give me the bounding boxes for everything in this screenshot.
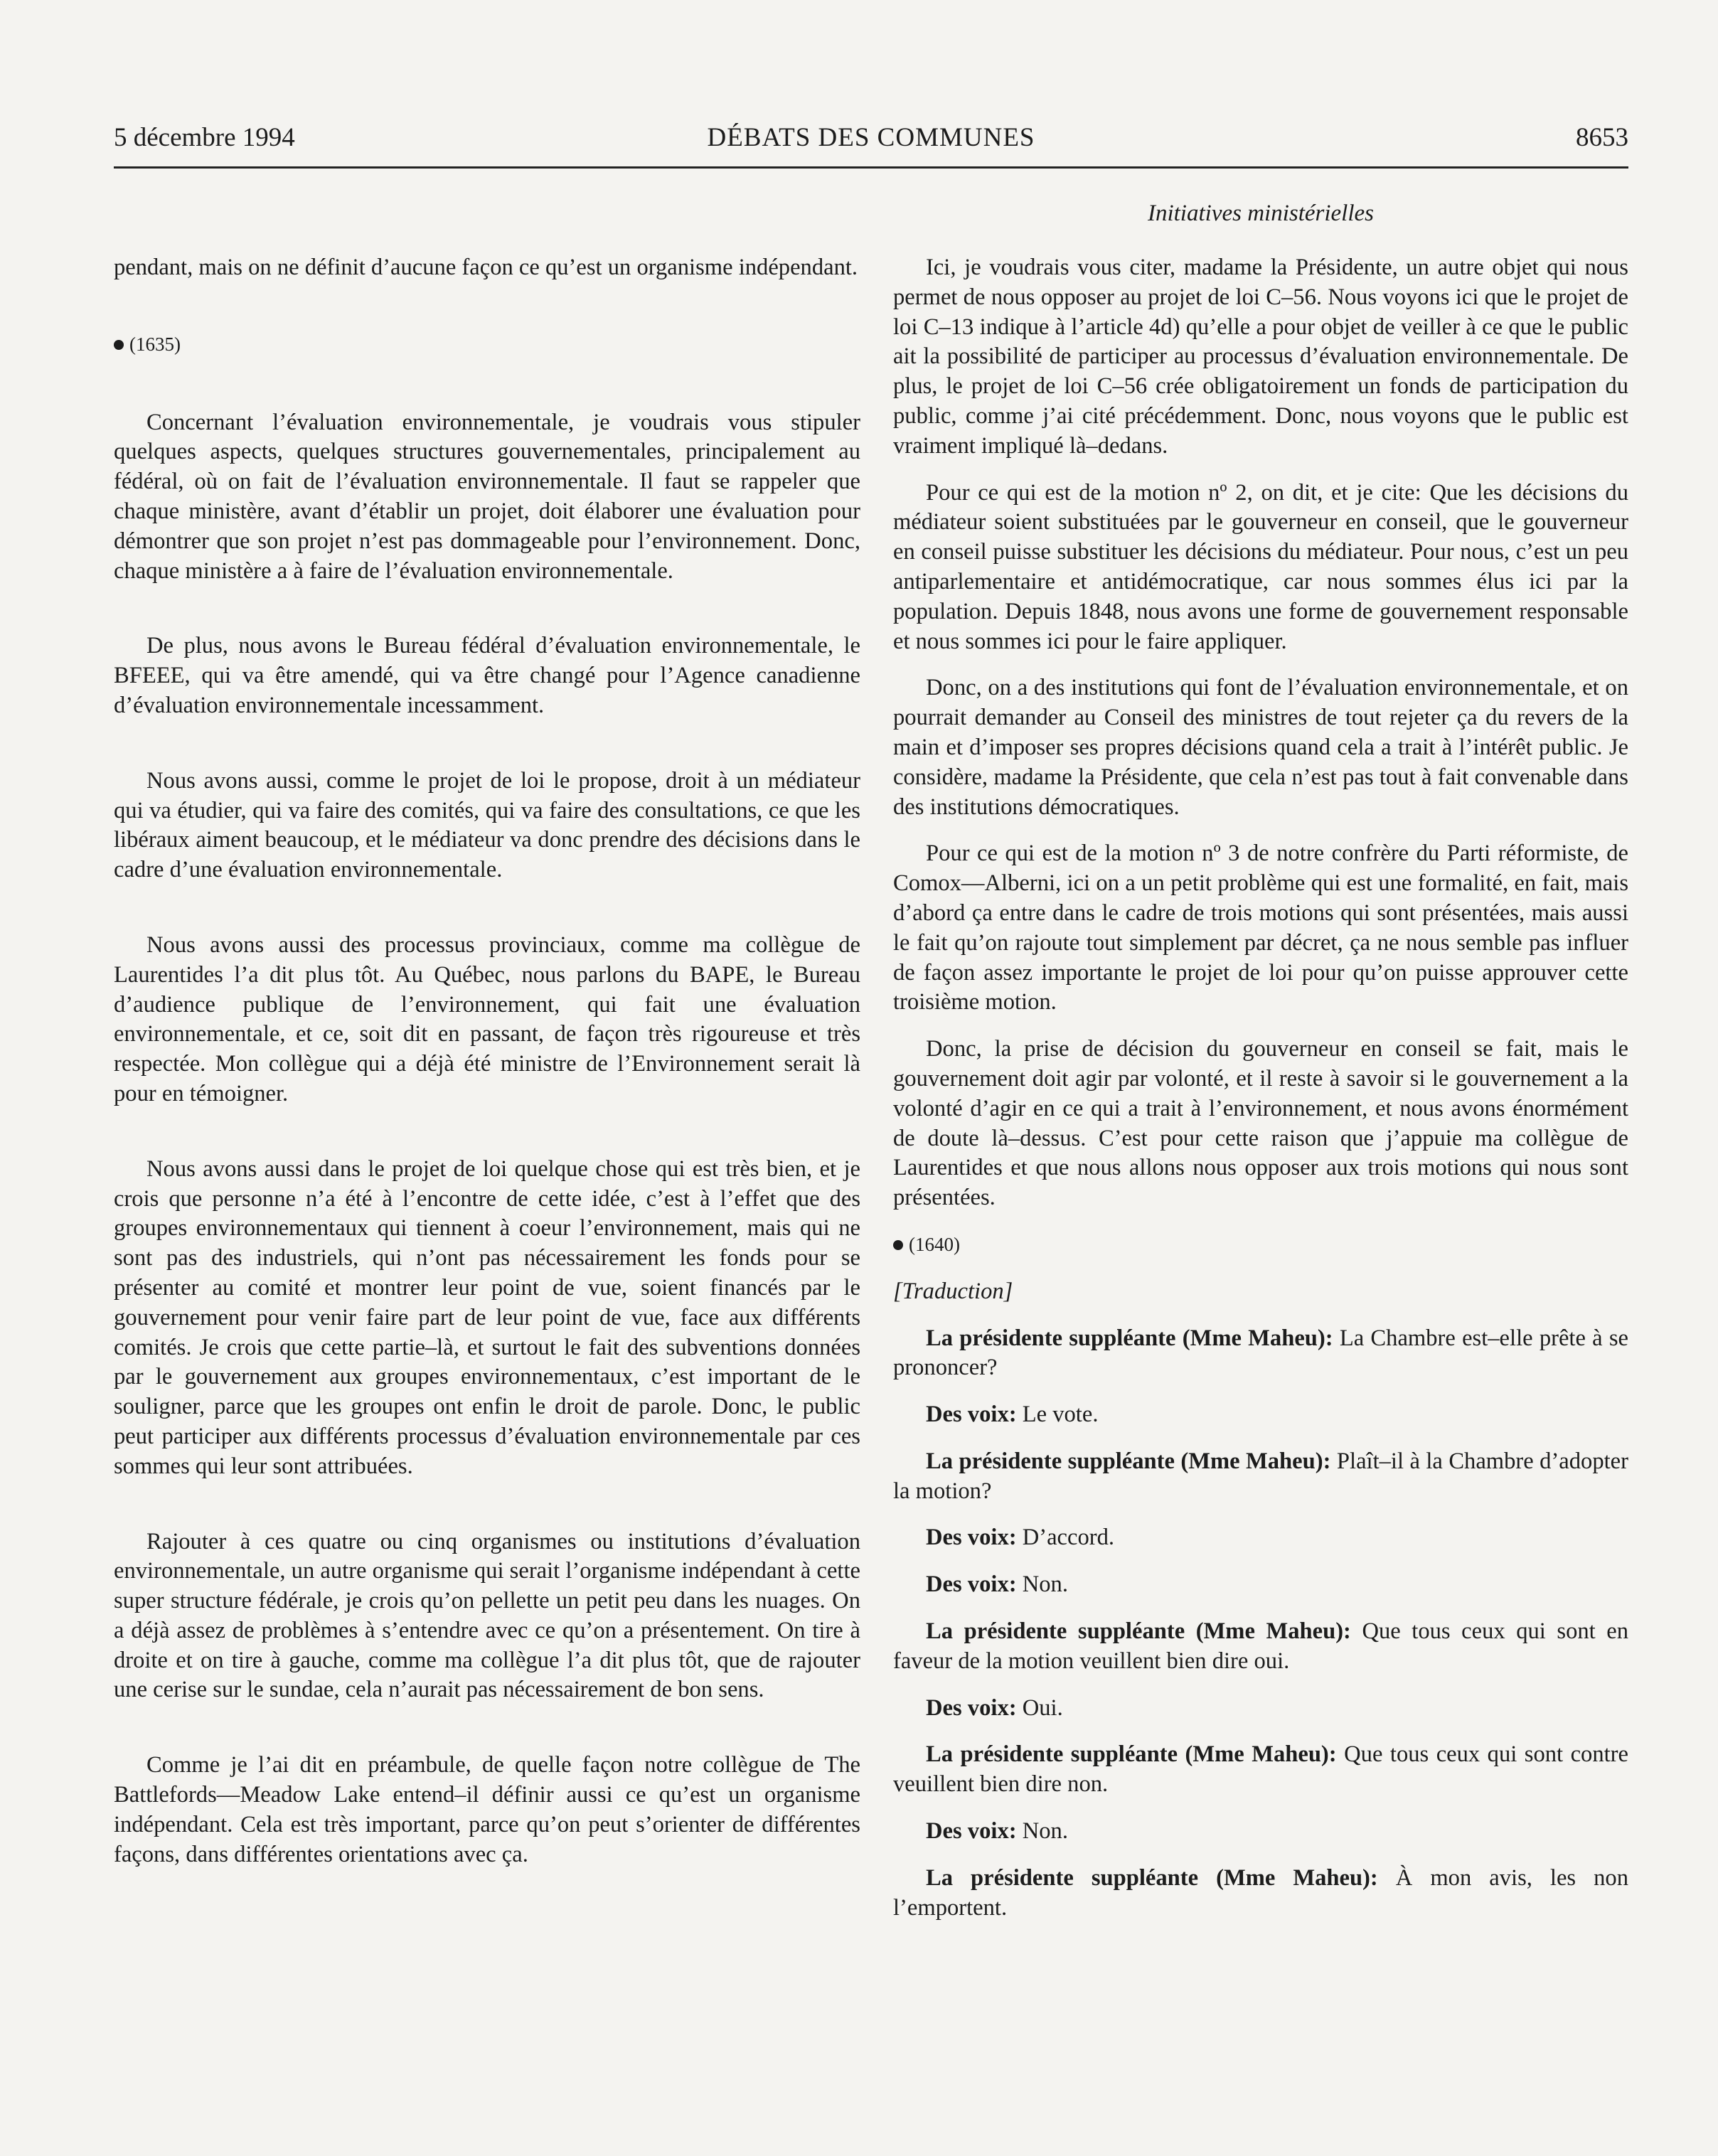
speech-text: Oui. [1016, 1695, 1063, 1721]
timestamp-text: (1635) [129, 333, 181, 355]
bullet-icon [893, 1240, 903, 1250]
paragraph: De plus, nous avons le Bureau fédéral d’évaluation environnementale, le BFEEE, qui va être amendé, qui va être changé pour l’Agence canadienne d’évaluation environnementale incessamment. [114, 633, 860, 718]
speaker-name: Des voix: [926, 1525, 1017, 1551]
exchange-item [893, 1617, 1628, 1677]
right-column [893, 253, 1628, 1923]
exchange-item [893, 1694, 1628, 1724]
paragraph: pendant, mais on ne définit d’aucune façon ce qu’est un organisme indépendant. [114, 255, 858, 280]
speech-text: La Chambre est–elle prête à se prononcer? [893, 1325, 1628, 1381]
header-rule [114, 166, 1628, 169]
paragraph: Donc, la prise de décision du gouverneur en conseil se fait, mais le gouvernement doit agir par volonté, et il reste à savoir si le gouvernement a la volonté d’agir en ce qui a trait à l’environnement, et nous avons énormément de doute là–dessus. C’est pour cette raison que j’appuie ma collègue de Laurentides et que nous allons nous opposer aux trois motions qui nous sont présentées. [893, 1036, 1628, 1211]
header-date: 5 décembre 1994 [114, 123, 295, 152]
paragraph: Rajouter à ces quatre ou cinq organismes ou institutions d’évaluation environnementale, un autre organisme qui serait l’organisme indépendant à cette super structure fédérale, je crois qu’on pellette un petit peu dans les nuages. On a déjà assez de problèmes à s’entendre avec ce qu’on a présentement. On tire à droite et on tire à gauche, comme ma collègue l’a dit plus tôt, que de rajouter une cerise sur le sundae, cela n’aurait pas nécessairement de bon sens. [114, 1528, 860, 1703]
speech-text: Que tous ceux qui sont en faveur de la motion veuillent bien dire oui. [893, 1618, 1628, 1674]
speaker-name: Des voix: [926, 1818, 1017, 1845]
exchange-item [893, 1570, 1628, 1600]
running-head: Initiatives ministérielles [1147, 201, 1375, 226]
exchange-item [893, 1523, 1628, 1553]
speech-text: Non. [1016, 1818, 1068, 1845]
header-title: DÉBATS DES COMMUNES [707, 123, 1035, 152]
speaker-name: La présidente suppléante (Mme Maheu): [926, 1864, 1378, 1891]
exchange-item [893, 1817, 1628, 1847]
paragraph: Comme je l’ai dit en préambule, de quelle façon notre collègue de The Battlefords—Meadow Lake entend–il définir aussi ce qu’est un organisme indépendant. Cela est très important, parce qu’on peut s’orienter de différentes façons, dans différentes orientations avec ça. [114, 1752, 860, 1867]
bullet-icon [114, 340, 124, 350]
exchange-item [893, 1447, 1628, 1507]
exchange-item [893, 1740, 1628, 1800]
exchange-list [893, 1324, 1628, 1923]
speaker-name: Des voix: [926, 1571, 1017, 1598]
page-header [114, 122, 1628, 165]
speech-text: À mon avis, les non l’emportent. [893, 1864, 1628, 1921]
speaker-name: La présidente suppléante (Mme Maheu): [926, 1618, 1351, 1645]
speaker-name: La présidente suppléante (Mme Maheu): [926, 1448, 1331, 1474]
paragraph: Ici, je voudrais vous citer, madame la Présidente, un autre objet qui nous permet de nous opposer au projet de loi C–56. Nous voyons ici que le projet de loi C–13 indique à l’article 4d) qu’elle a pour objet de veiller à ce que le public ait la possibilité de participer au processus d’évaluation environnementale. De plus, le projet de loi C–56 crée obligatoirement un fonds de participation du public, comme j’ai cité précédemment. Donc, nous voyons que le public est vraiment impliqué là–dedans. [893, 255, 1628, 459]
speech-text: Non. [1016, 1571, 1068, 1598]
speaker-name: La présidente suppléante (Mme Maheu): [926, 1325, 1333, 1351]
left-column [114, 253, 860, 1869]
paragraph: Pour ce qui est de la motion nº 2, on dit, et je cite: Que les décisions du médiateur soient substituées par le gouverneur en conseil, que le gouverneur en conseil puisse substituer les décisions du médiateur. Pour nous, c’est un peu antiparlementaire et antidémocratique, car nous sommes élus ici par la population. Depuis 1848, nous avons une forme de gouvernement responsable et nous sommes ici pour le faire appliquer. [893, 479, 1628, 654]
exchange-item [893, 1864, 1628, 1923]
paragraph: Donc, on a des institutions qui font de l’évaluation environnementale, et on pourrait demander au Conseil des ministres de tout rejeter ça du revers de la main et d’imposer ses propres décisions quand cela a trait à l’intérêt public. Je considère, madame la Présidente, que cela n’est pas tout à fait convenable dans des institutions démocratiques. [893, 675, 1628, 820]
timestamp [114, 330, 860, 360]
exchange-item [893, 1400, 1628, 1430]
page-number: 8653 [1576, 123, 1628, 152]
speech-text: Le vote. [1016, 1402, 1099, 1428]
speaker-name: Des voix: [926, 1695, 1017, 1721]
speech-text: D’accord. [1016, 1525, 1115, 1551]
paragraph: Nous avons aussi des processus provinciaux, comme ma collègue de Laurentides l’a dit plus tôt. Au Québec, nous parlons du BAPE, le Bureau d’audience publique de l’environnement, qui fait une évaluation environnementale, et ce, soit dit en passant, de façon très rigoureuse et très respectée. Mon collègue qui a déjà été ministre de l’Environnement serait là pour en témoigner. [114, 932, 860, 1106]
paragraph: Nous avons aussi, comme le projet de loi le propose, droit à un médiateur qui va étudier, qui va faire des comités, qui va faire des consultations, ce que les libéraux aiment beaucoup, et le médiateur va donc prendre des décisions dans le cadre d’une évaluation environnementale. [114, 767, 860, 883]
exchange-item [893, 1324, 1628, 1384]
speaker-name: La présidente suppléante (Mme Maheu): [926, 1741, 1337, 1768]
translation-note: [Traduction] [893, 1278, 1013, 1304]
timestamp [893, 1230, 1628, 1260]
speech-text: Plaît–il à la Chambre d’adopter la motion? [893, 1448, 1628, 1504]
paragraph: Pour ce qui est de la motion nº 3 de notre confrère du Parti réformiste, de Comox—Alberni, ici on a un petit problème qui est une formalité, en fait, mais d’abord ça entre dans le cadre de trois motions qui sont présentées, mais aussi le fait qu’on rajoute tout simplement par décret, ça ne nous semble pas influer de façon assez importante le projet de loi pour qu’on puisse approuver cette troisième motion. [893, 840, 1628, 1015]
paragraph: Concernant l’évaluation environnementale, je voudrais vous stipuler quelques aspects, quelques structures gouvernementales, principalement au fédéral, où on fait de l’évaluation environnementale. Il faut se rappeler que chaque ministère, avant d’établir un projet, doit élaborer une évaluation pour démontrer que son projet n’est pas dommageable pour l’environnement. Donc, chaque ministère a à faire de l’évaluation environnementale. [114, 409, 860, 584]
speaker-name: Des voix: [926, 1402, 1017, 1428]
margin-mark [1701, 1111, 1717, 1153]
timestamp-text: (1640) [909, 1233, 960, 1255]
speech-text: Que tous ceux qui sont contre veuillent bien dire non. [893, 1741, 1628, 1798]
paragraph: Nous avons aussi dans le projet de loi quelque chose qui est très bien, et je crois que personne n’a été à l’encontre de cette idée, c’est à l’effet que des groupes environnementaux qui tiennent à coeur l’environnement, mais qui ne sont pas des industriels, qui n’ont pas nécessairement les fonds pour se présenter au comité et montrer leur point de vue, soient financés par le gouvernement pour venir faire part de leur point de vue, face aux différents comités. Je crois que cette partie–là, et surtout le fait des subventions données par le gouvernement aux groupes environnementaux, c’est important de le souligner, parce que les groupes ont enfin le droit de parole. Donc, le public peut participer aux différents processus d’évaluation environnementale par ces sommes qui leur sont attribuées. [114, 1156, 860, 1479]
